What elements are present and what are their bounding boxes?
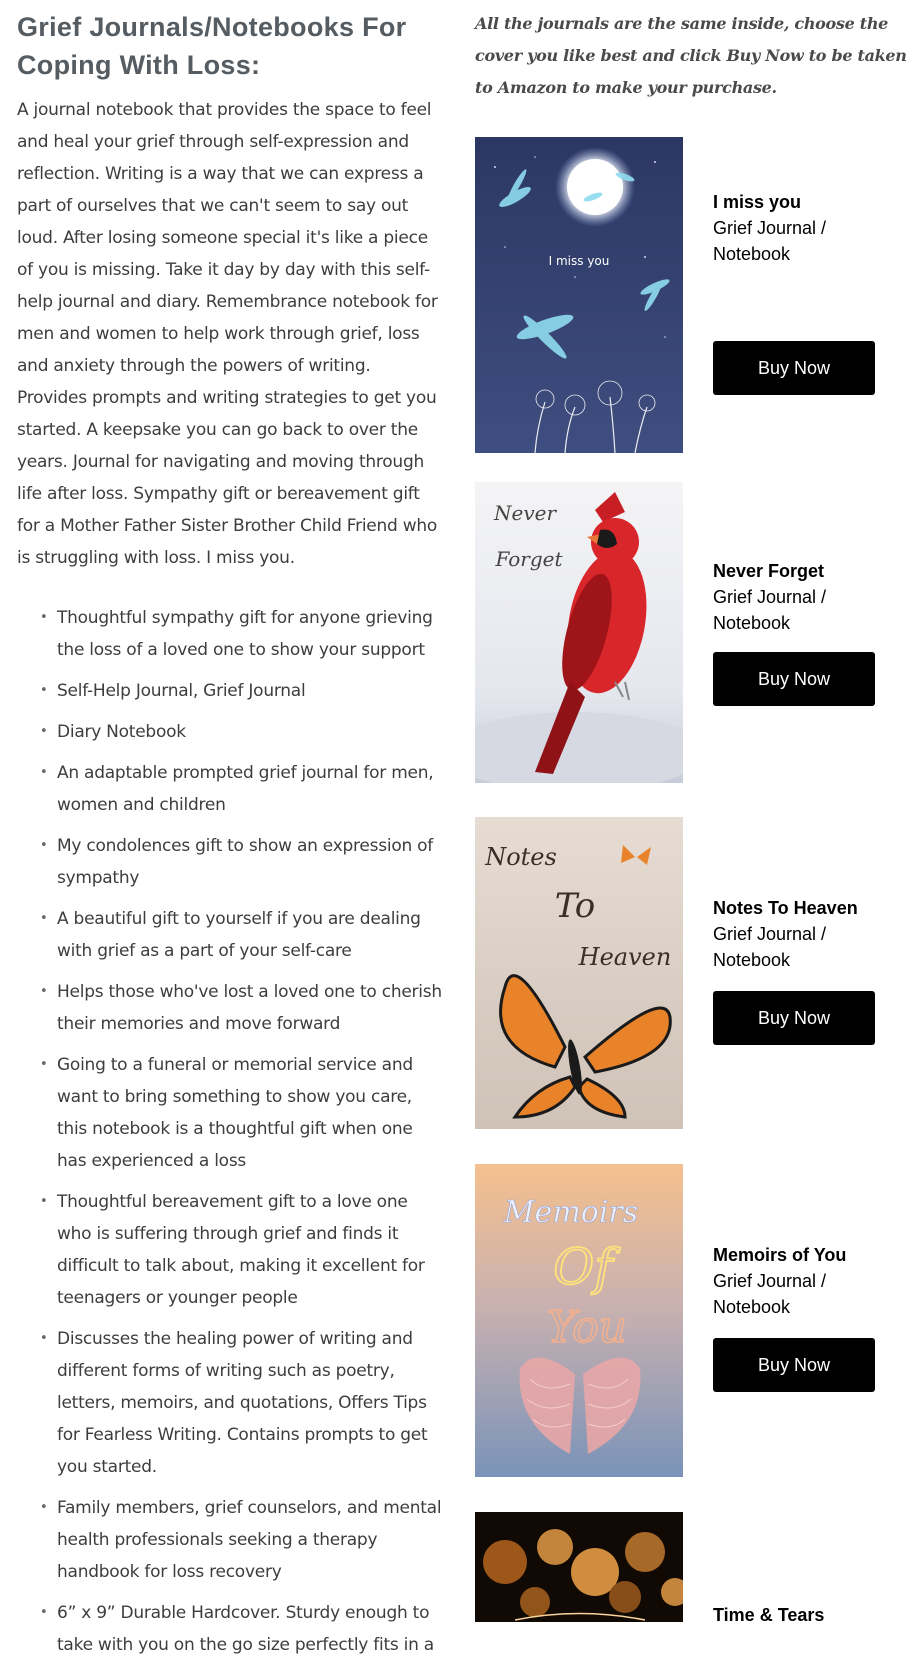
feature-list — [17, 602, 445, 1661]
list-item: • Thoughtful sympathy gift for anyone grieving the loss of a loved one to show your support — [40, 602, 445, 666]
bullet-icon: • — [40, 1057, 48, 1072]
page-heading: Grief Journals/Notebooks For Coping With Loss: — [17, 12, 407, 80]
cover-image-memoirs-of-you[interactable] — [475, 1164, 683, 1477]
monarch-butterfly-icon — [475, 817, 683, 1129]
bullet-icon: • — [40, 1500, 48, 1515]
product-info-notes-to-heaven — [713, 895, 913, 973]
intro-paragraph: A journal notebook that provides the space to feel and heal your grief through self-expression and reflection. Writing is a way that we can express a part of ourselves that we can't seem to say out loud. After losing someone special it's like a piece of you is missing. Take it day by day with this self-help journal and diary. Remembrance notebook for men and women to help work through grief, loss and anxiety through the powers of writing. Provides prompts and writing strategies to get you started. A keepsake you can go back to over the years. Journal for navigating and moving through life after loss. Sympathy gift or bereavement gift for a Mother Father Sister Brother Child Friend who is struggling with loss. I miss you. — [17, 100, 438, 568]
cover-text-of: Of — [553, 1238, 613, 1296]
product-card-time-and-tears — [475, 1512, 915, 1625]
product-title: I miss you — [713, 192, 802, 212]
product-title: Memoirs of You — [713, 1245, 847, 1265]
product-card-never-forget — [475, 482, 915, 783]
cover-text-notes: Notes — [485, 843, 557, 871]
product-subtitle: Grief Journal / Notebook — [713, 587, 827, 633]
product-subtitle: Grief Journal / Notebook — [713, 218, 827, 264]
buy-now-button-i-miss-you[interactable]: Buy Now — [713, 341, 875, 395]
buy-now-button-never-forget[interactable]: Buy Now — [713, 652, 875, 706]
cover-text-heaven: Heaven — [578, 943, 672, 971]
list-item: • Discusses the healing power of writing and different forms of writing such as poetry, letters, memoirs, and quotations, Offers Tips for Fearless Writing. Contains prompts to get you started. — [40, 1323, 445, 1483]
list-item: • Diary Notebook — [40, 716, 445, 748]
list-item: • Family members, grief counselors, and mental health professionals seeking a therapy handbook for loss recovery — [40, 1492, 445, 1588]
buy-now-button-memoirs-of-you[interactable]: Buy Now — [713, 1338, 875, 1392]
cover-image-time-and-tears[interactable] — [475, 1512, 683, 1622]
product-card-memoirs-of-you — [475, 1164, 915, 1477]
buy-now-button-notes-to-heaven[interactable]: Buy Now — [713, 991, 875, 1045]
cover-text-you: You — [546, 1302, 628, 1353]
product-card-notes-to-heaven — [475, 817, 915, 1129]
product-info-memoirs-of-you — [713, 1242, 913, 1320]
bullet-icon: • — [40, 610, 48, 625]
list-item: • Self-Help Journal, Grief Journal — [40, 675, 445, 707]
bullet-icon: • — [40, 1331, 48, 1346]
cover-image-never-forget[interactable] — [475, 482, 683, 783]
product-info-time-and-tears — [713, 1602, 913, 1628]
product-subtitle: Grief Journal / Notebook — [713, 924, 827, 970]
product-title: Time & Tears — [713, 1605, 825, 1625]
bullet-icon: • — [40, 1605, 48, 1620]
list-item: • Thoughtful bereavement gift to a love one who is suffering through grief and finds it difficult to talk about, making it excellent for teenagers or younger people — [40, 1186, 445, 1314]
cover-text-memoirs: Memoirs — [503, 1195, 639, 1230]
list-item: • My condolences gift to show an expression of sympathy — [40, 830, 445, 894]
angel-wings-icon — [475, 1164, 683, 1477]
list-item: • A beautiful gift to yourself if you are dealing with grief as a part of your self-care — [40, 903, 445, 967]
purchase-notice: All the journals are the same inside, choose the cover you like best and click Buy Now to be taken to Amazon to make your purchase. — [475, 14, 907, 97]
cover-text-forget: Forget — [495, 547, 563, 571]
product-title: Never Forget — [713, 561, 825, 581]
bullet-icon: • — [40, 984, 48, 999]
cover-text-never: Never — [493, 501, 557, 525]
list-item: • Helps those who've lost a loved one to cherish their memories and move forward — [40, 976, 445, 1040]
product-card-i-miss-you — [475, 137, 915, 453]
cover-text-i-miss-you: I miss you — [548, 254, 610, 268]
cardinal-icon — [475, 482, 683, 783]
product-subtitle: Grief Journal / Notebook — [713, 1271, 827, 1317]
cover-text-to: To — [554, 886, 596, 926]
dragonfly-moon-icon — [475, 137, 683, 453]
product-info-never-forget — [713, 558, 913, 636]
list-item: • Going to a funeral or memorial service and want to bring something to show you care, this notebook is a thoughtful gift when one has experienced a loss — [40, 1049, 445, 1177]
list-item: • 6” x 9” Durable Hardcover. Sturdy enough to take with you on the go size perfectly fits in a — [40, 1597, 445, 1661]
product-info-i-miss-you — [713, 189, 913, 267]
cover-image-notes-to-heaven[interactable] — [475, 817, 683, 1129]
bullet-icon: • — [40, 838, 48, 853]
bokeh-lights-icon — [475, 1512, 683, 1622]
product-title: Notes To Heaven — [713, 898, 858, 918]
bullet-icon: • — [40, 765, 48, 780]
bullet-icon: • — [40, 683, 48, 698]
description-column — [17, 8, 445, 1670]
cover-image-i-miss-you[interactable] — [475, 137, 683, 453]
bullet-icon: • — [40, 911, 48, 926]
bullet-icon: • — [40, 724, 48, 739]
list-item: • An adaptable prompted grief journal for men, women and children — [40, 757, 445, 821]
bullet-icon: • — [40, 1194, 48, 1209]
